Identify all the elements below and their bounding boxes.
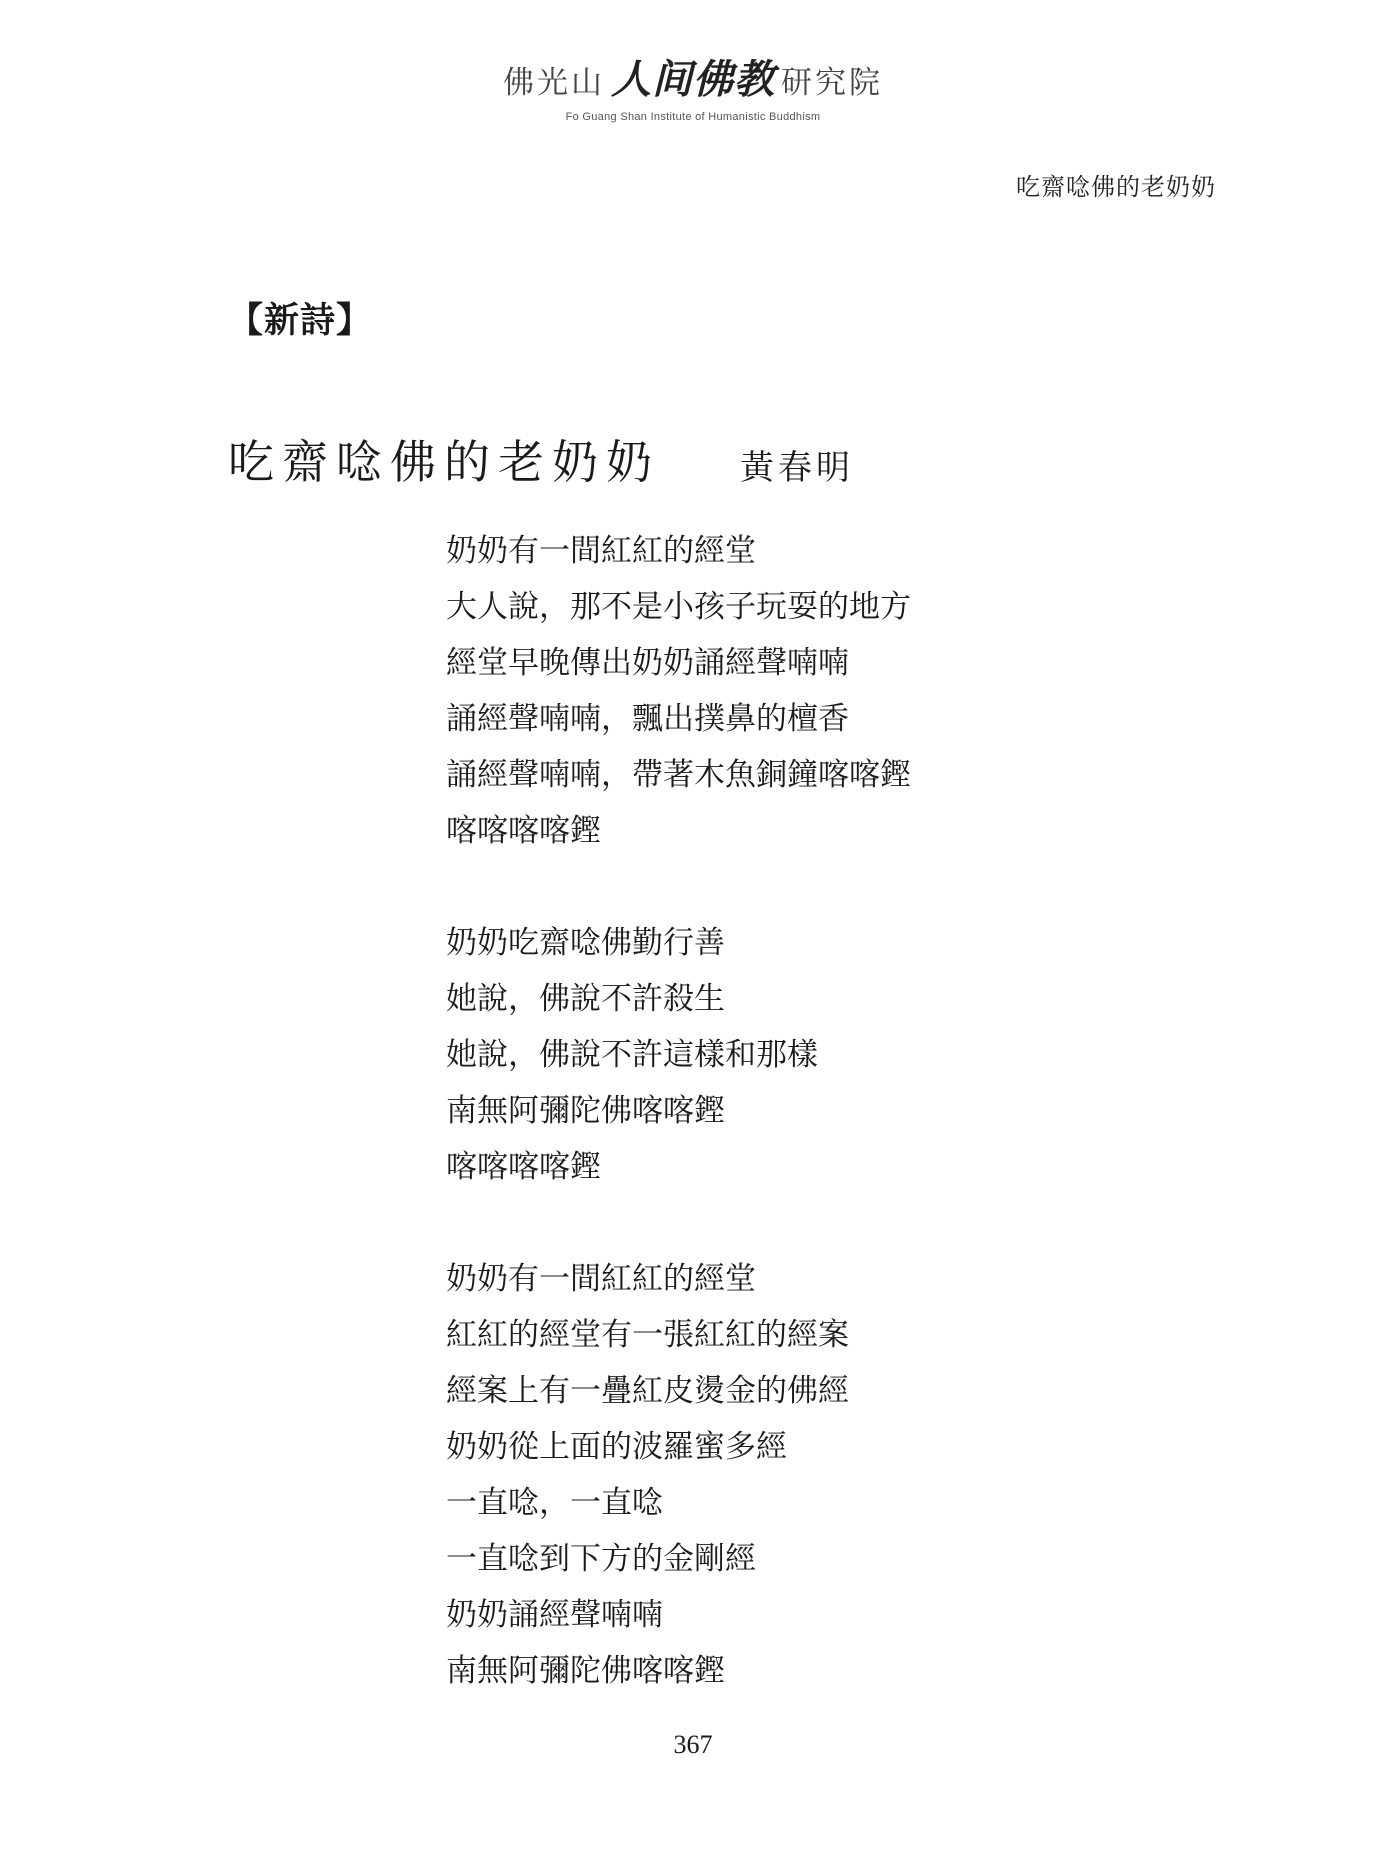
- poem-line: 一直唸到下方的金剛經: [446, 1541, 756, 1577]
- poem-line: 南無阿彌陀佛喀喀鏗: [446, 1093, 725, 1129]
- poem-line: 紅紅的經堂有一張紅紅的經案: [446, 1317, 849, 1353]
- poem-body: [446, 523, 1146, 1755]
- poem-line: 她說，佛說不許殺生: [446, 981, 725, 1017]
- logo-left-text: 佛光山: [503, 65, 605, 101]
- page-number: 367: [673, 1730, 713, 1759]
- poem-line: 她說，佛說不許這樣和那樣: [446, 1037, 818, 1073]
- poem-author: 黃春明: [740, 448, 854, 488]
- stanza: [446, 1251, 1146, 1699]
- poem-line: 經堂早晚傳出奶奶誦經聲喃喃: [446, 645, 849, 681]
- poem-line: 奶奶誦經聲喃喃: [446, 1597, 663, 1633]
- poem-line: 一直唸，一直唸: [446, 1485, 663, 1521]
- poem-line: 誦經聲喃喃，飄出撲鼻的檀香: [446, 701, 849, 737]
- poem-line: 喀喀喀喀鏗: [446, 813, 601, 849]
- section-label: 【新詩】: [228, 300, 373, 341]
- poem-line: 南無阿彌陀佛喀喀鏗: [446, 1653, 725, 1689]
- logo-script-text: 人间佛教: [611, 56, 775, 103]
- poem-line: 奶奶有一間紅紅的經堂: [446, 1261, 756, 1297]
- logo-subtitle: Fo Guang Shan Institute of Humanistic Buddhism: [565, 111, 821, 123]
- running-header-title: 吃齋唸佛的老奶奶: [1016, 173, 1216, 201]
- poem-line: 經案上有一疊紅皮燙金的佛經: [446, 1373, 849, 1409]
- poem-line: 奶奶有一間紅紅的經堂: [446, 533, 756, 569]
- poem-line: 誦經聲喃喃，帶著木魚銅鐘喀喀鏗: [446, 757, 911, 793]
- stanza: [446, 915, 1146, 1195]
- logo-wordmark: [0, 56, 1386, 103]
- poem-line: 奶奶吃齋唸佛勤行善: [446, 925, 725, 961]
- poem-line: 奶奶從上面的波羅蜜多經: [446, 1429, 787, 1465]
- poem-line: 大人說，那不是小孩子玩耍的地方: [446, 589, 911, 625]
- poem-title: 吃齋唸佛的老奶奶: [228, 435, 660, 489]
- poem-line: 喀喀喀喀鏗: [446, 1149, 601, 1185]
- publisher-logo: [0, 56, 1386, 123]
- stanza: [446, 523, 1146, 859]
- logo-right-text: 研究院: [781, 65, 883, 101]
